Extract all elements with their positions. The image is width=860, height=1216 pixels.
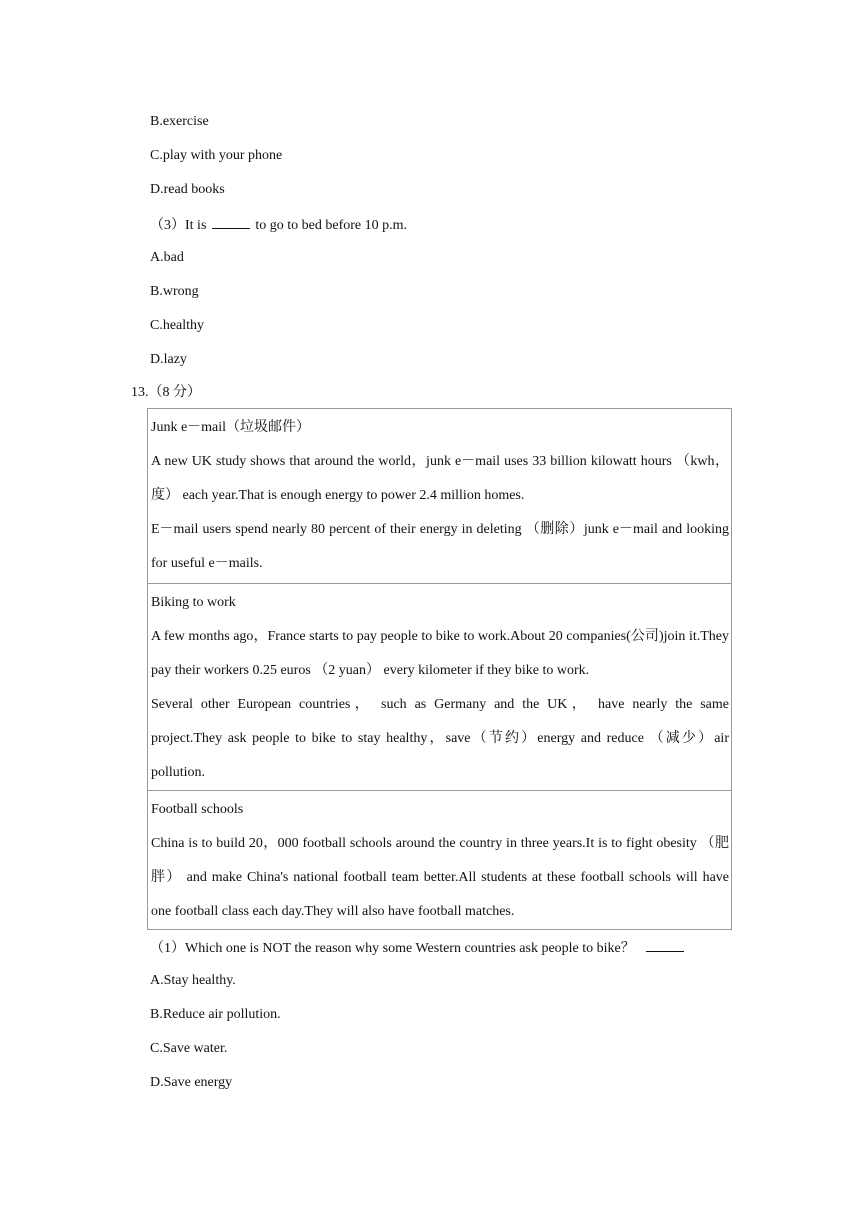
passage-title: Junk e－mail（垃圾邮件） [151, 420, 311, 435]
option-q12-2-b: B.exercise [150, 114, 209, 129]
answer-blank[interactable] [212, 214, 250, 229]
question-12-3 [150, 214, 407, 236]
option-q13-1-a: A.Stay healthy. [150, 973, 236, 988]
passage-paragraph: E－mail users spend nearly 80 percent of their energy in deleting （删除）junk e－mail and looking for useful e－mails. [151, 522, 729, 571]
question-12-3-suffix: to go to bed before 10 p.m. [255, 218, 408, 233]
option-q13-1-d: D.Save energy [150, 1075, 233, 1090]
option-q12-3-c: C.healthy [150, 318, 205, 333]
question-12-3-prefix: （3）It is [150, 218, 207, 233]
option-q12-3-a: A.bad [150, 250, 184, 265]
reading-passages-table [147, 408, 732, 930]
passage-football-schools [148, 790, 731, 929]
passage-title: Football schools [151, 802, 244, 817]
option-q12-3-d: D.lazy [150, 352, 187, 367]
passage-title: Biking to work [151, 595, 236, 610]
question-13-1 [150, 937, 686, 959]
question-13-1-text: （1）Which one is NOT the reason why some Western countries ask people to bike？ [150, 941, 635, 956]
option-q12-2-c: C.play with your phone [150, 148, 283, 163]
passage-paragraph: A new UK study shows that around the world，junk e－mail uses 33 billion kilowatt hours （kwh，度） each year.That is enough energy to power 2.4 million homes. [151, 454, 729, 503]
option-q12-2-d: D.read books [150, 182, 225, 197]
question-13-number: 13.（8 分） [131, 385, 201, 400]
answer-blank[interactable] [646, 937, 684, 952]
passage-junk-email [148, 409, 731, 583]
option-q13-1-b: B.Reduce air pollution. [150, 1007, 281, 1022]
option-q12-3-b: B.wrong [150, 284, 199, 299]
option-q13-1-c: C.Save water. [150, 1041, 228, 1056]
passage-paragraph: A few months ago，France starts to pay people to bike to work.About 20 companies(公司)join it.They pay their workers 0.25 euros （2 yuan） every kilometer if they bike to work. [151, 629, 729, 678]
passage-paragraph: Several other European countries， such as Germany and the UK， have nearly the same project.They ask people to bike to stay healthy，save（节约）energy and reduce （减少）air pollution. [151, 697, 729, 780]
passage-biking-to-work [148, 583, 731, 790]
passage-paragraph: China is to build 20，000 football schools around the country in three years.It is to fight obesity （肥胖） and make China's national football team better.All students at these football schools will have one football class each day.They will also have football matches. [151, 836, 729, 919]
